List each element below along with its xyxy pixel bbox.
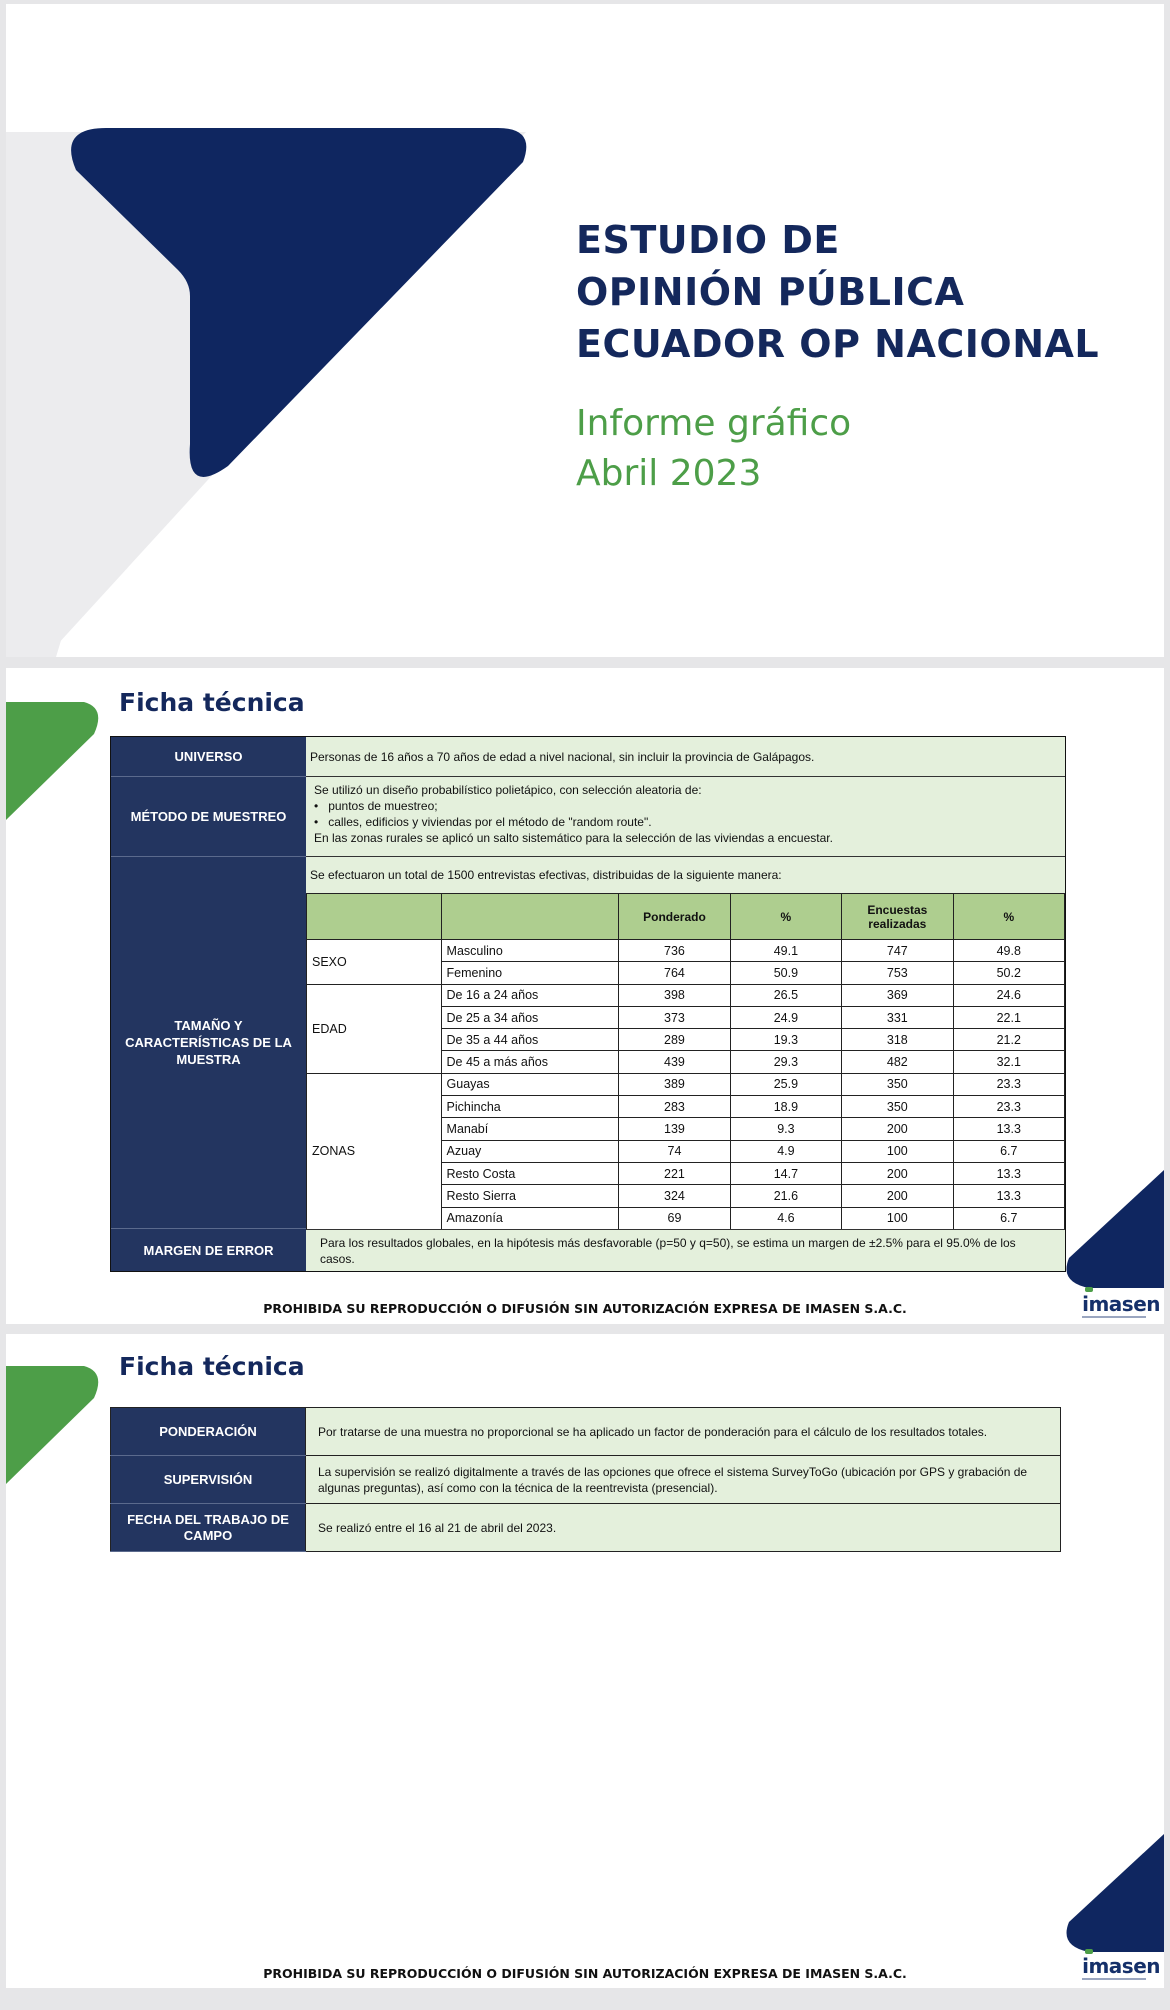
ficha-tecnica-table-2	[110, 1407, 1061, 1552]
table-row	[111, 1504, 1061, 1552]
group-sexo: SEXO	[307, 940, 442, 985]
row-pct-2: 24.6	[953, 984, 1064, 1006]
universo-text: Personas de 16 años a 70 años de edad a nivel nacional, sin incluir la provincia de Galápagos.	[310, 750, 815, 764]
universo-value	[306, 737, 1065, 777]
tamano-intro: Se efectuaron un total de 1500 entrevistas efectivas, distribuidas de la siguiente manera:	[310, 868, 782, 882]
row-pct: 50.9	[730, 962, 841, 984]
tamano-label: TAMAÑO Y CARACTERÍSTICAS DE LA MUESTRA	[111, 857, 306, 1229]
logo-text: imasen	[1082, 1954, 1160, 1978]
ponderacion-label: PONDERACIÓN	[111, 1408, 306, 1456]
row-pct: 19.3	[730, 1029, 841, 1051]
cover-title	[576, 214, 1099, 370]
header-ponderado: Ponderado	[619, 894, 730, 940]
ficha-tecnica-slide-1	[6, 668, 1164, 1324]
row-label: Masculino	[441, 940, 619, 962]
row-label: Resto Sierra	[441, 1185, 619, 1207]
row-encuestas: 200	[842, 1118, 953, 1140]
row-ponderado: 439	[619, 1051, 730, 1073]
footer-notice: PROHIBIDA SU REPRODUCCIÓN O DIFUSIÓN SIN AUTORIZACIÓN EXPRESA DE IMASEN S.A.C.	[263, 1301, 907, 1316]
row-label: De 16 a 24 años	[441, 984, 619, 1006]
row-ponderado: 221	[619, 1162, 730, 1184]
metodo-bullet-2-text: calles, edificios y viviendas por el método de "random route".	[328, 815, 652, 829]
row-encuestas: 753	[842, 962, 953, 984]
row-ponderado: 373	[619, 1006, 730, 1028]
table-row	[307, 984, 1065, 1006]
green-corner-shape	[6, 1366, 101, 1486]
row-ponderado: 139	[619, 1118, 730, 1140]
margen-label: MARGEN DE ERROR	[111, 1229, 306, 1271]
row-ponderado: 736	[619, 940, 730, 962]
metodo-value	[306, 777, 1065, 857]
row-label: Amazonía	[441, 1207, 619, 1229]
slide-title: Ficha técnica	[119, 1352, 305, 1381]
cover-subtitle-line-2: Abril 2023	[576, 453, 762, 494]
row-pct-2: 22.1	[953, 1006, 1064, 1028]
row-encuestas: 350	[842, 1073, 953, 1095]
row-ponderado: 324	[619, 1185, 730, 1207]
row-label: Manabí	[441, 1118, 619, 1140]
metodo-bullet-1: • puntos de muestreo;	[314, 799, 438, 813]
header-blank-1	[307, 894, 442, 940]
row-ponderado: 289	[619, 1029, 730, 1051]
metodo-bullet-1-text: puntos de muestreo;	[328, 799, 438, 813]
tamano-intro-cell	[306, 857, 1065, 893]
row-pct-2: 13.3	[953, 1185, 1064, 1207]
imasen-logo	[1082, 1292, 1160, 1316]
navy-corner-shape	[1059, 1834, 1164, 1954]
row-pct-2: 21.2	[953, 1029, 1064, 1051]
header-pct: %	[730, 894, 841, 940]
row-pct: 4.9	[730, 1140, 841, 1162]
logo-tagline-line	[1082, 1978, 1146, 1980]
row-label: Guayas	[441, 1073, 619, 1095]
cover-decoration-graphic	[6, 4, 566, 657]
fecha-text: Se realizó entre el 16 al 21 de abril del 2023.	[306, 1504, 1061, 1552]
row-ponderado: 74	[619, 1140, 730, 1162]
supervision-label: SUPERVISIÓN	[111, 1456, 306, 1504]
logo-text: imasen	[1082, 1292, 1160, 1316]
row-encuestas: 747	[842, 940, 953, 962]
row-encuestas: 482	[842, 1051, 953, 1073]
margen-text: Para los resultados globales, en la hipótesis más desfavorable (p=50 y q=50), se estima un margen de ±2.5% para el 95.0% de los casos.	[320, 1236, 1016, 1266]
logo-tagline-line	[1082, 1316, 1146, 1318]
logo-dot	[1085, 1287, 1093, 1292]
green-corner-shape	[6, 702, 101, 822]
cover-subtitle-line-1: Informe gráfico	[576, 403, 852, 444]
ponderacion-text: Por tratarse de una muestra no proporcional se ha aplicado un factor de ponderación para el cálculo de los resultados totales.	[306, 1408, 1061, 1456]
row-encuestas: 369	[842, 984, 953, 1006]
metodo-rural: En las zonas rurales se aplicó un salto sistemático para la selección de las viviendas a encuestar.	[314, 831, 833, 845]
row-pct: 49.1	[730, 940, 841, 962]
imasen-logo	[1082, 1954, 1160, 1978]
row-encuestas: 200	[842, 1162, 953, 1184]
cover-title-line-1: ESTUDIO DE	[576, 218, 840, 262]
row-pct-2: 13.3	[953, 1162, 1064, 1184]
group-zonas: ZONAS	[307, 1073, 442, 1229]
supervision-text: La supervisión se realizó digitalmente a través de las opciones que ofrece el sistema SurveyToGo (ubicación por GPS y grabación de algunas preguntas), así como con la técnica de la reentrevista (presencial).	[306, 1456, 1061, 1504]
row-pct-2: 6.7	[953, 1140, 1064, 1162]
ficha-tecnica-slide-2	[6, 1334, 1164, 1988]
row-encuestas: 331	[842, 1006, 953, 1028]
row-label: Femenino	[441, 962, 619, 984]
cover-title-line-2: OPINIÓN PÚBLICA	[576, 270, 965, 314]
header-pct-2: %	[953, 894, 1064, 940]
row-pct: 18.9	[730, 1096, 841, 1118]
row-encuestas: 318	[842, 1029, 953, 1051]
table-row	[111, 1456, 1061, 1504]
row-label: De 45 a más años	[441, 1051, 619, 1073]
row-ponderado: 389	[619, 1073, 730, 1095]
row-label: De 25 a 34 años	[441, 1006, 619, 1028]
footer-notice: PROHIBIDA SU REPRODUCCIÓN O DIFUSIÓN SIN AUTORIZACIÓN EXPRESA DE IMASEN S.A.C.	[263, 1966, 907, 1981]
ficha-tecnica-table	[110, 736, 1066, 1272]
metodo-label: MÉTODO DE MUESTREO	[111, 777, 306, 857]
row-pct: 9.3	[730, 1118, 841, 1140]
universo-label: UNIVERSO	[111, 737, 306, 777]
sample-table	[306, 893, 1065, 1230]
row-pct: 25.9	[730, 1073, 841, 1095]
row-pct: 26.5	[730, 984, 841, 1006]
cover-slide	[6, 4, 1164, 657]
row-encuestas: 100	[842, 1207, 953, 1229]
row-pct: 24.9	[730, 1006, 841, 1028]
sample-header-row	[307, 894, 1065, 940]
row-label: Azuay	[441, 1140, 619, 1162]
row-ponderado: 69	[619, 1207, 730, 1229]
row-pct-2: 32.1	[953, 1051, 1064, 1073]
table-row	[111, 1408, 1061, 1456]
group-edad: EDAD	[307, 984, 442, 1073]
row-label: Pichincha	[441, 1096, 619, 1118]
cover-title-line-3: ECUADOR OP NACIONAL	[576, 322, 1100, 366]
header-encuestas: Encuestas realizadas	[842, 894, 953, 940]
row-pct-2: 50.2	[953, 962, 1064, 984]
margen-value	[306, 1229, 1065, 1271]
row-pct-2: 49.8	[953, 940, 1064, 962]
row-pct: 29.3	[730, 1051, 841, 1073]
row-label: Resto Costa	[441, 1162, 619, 1184]
row-label: De 35 a 44 años	[441, 1029, 619, 1051]
row-pct: 14.7	[730, 1162, 841, 1184]
fecha-label: FECHA DEL TRABAJO DE CAMPO	[111, 1504, 306, 1552]
header-blank-2	[441, 894, 619, 940]
slide-title: Ficha técnica	[119, 688, 305, 717]
row-pct: 4.6	[730, 1207, 841, 1229]
row-ponderado: 398	[619, 984, 730, 1006]
row-encuestas: 350	[842, 1096, 953, 1118]
row-encuestas: 100	[842, 1140, 953, 1162]
row-pct-2: 23.3	[953, 1073, 1064, 1095]
row-pct: 21.6	[730, 1185, 841, 1207]
metodo-intro: Se utilizó un diseño probabilístico polietápico, con selección aleatoria de:	[314, 783, 702, 797]
row-pct-2: 23.3	[953, 1096, 1064, 1118]
row-pct-2: 13.3	[953, 1118, 1064, 1140]
logo-dot	[1085, 1949, 1093, 1954]
metodo-bullet-2: • calles, edificios y viviendas por el método de "random route".	[314, 815, 652, 829]
cover-subtitle	[576, 399, 851, 499]
row-ponderado: 283	[619, 1096, 730, 1118]
row-ponderado: 764	[619, 962, 730, 984]
row-pct-2: 6.7	[953, 1207, 1064, 1229]
table-row	[307, 1073, 1065, 1095]
row-encuestas: 200	[842, 1185, 953, 1207]
table-row	[307, 940, 1065, 962]
navy-corner-shape	[1059, 1170, 1164, 1290]
